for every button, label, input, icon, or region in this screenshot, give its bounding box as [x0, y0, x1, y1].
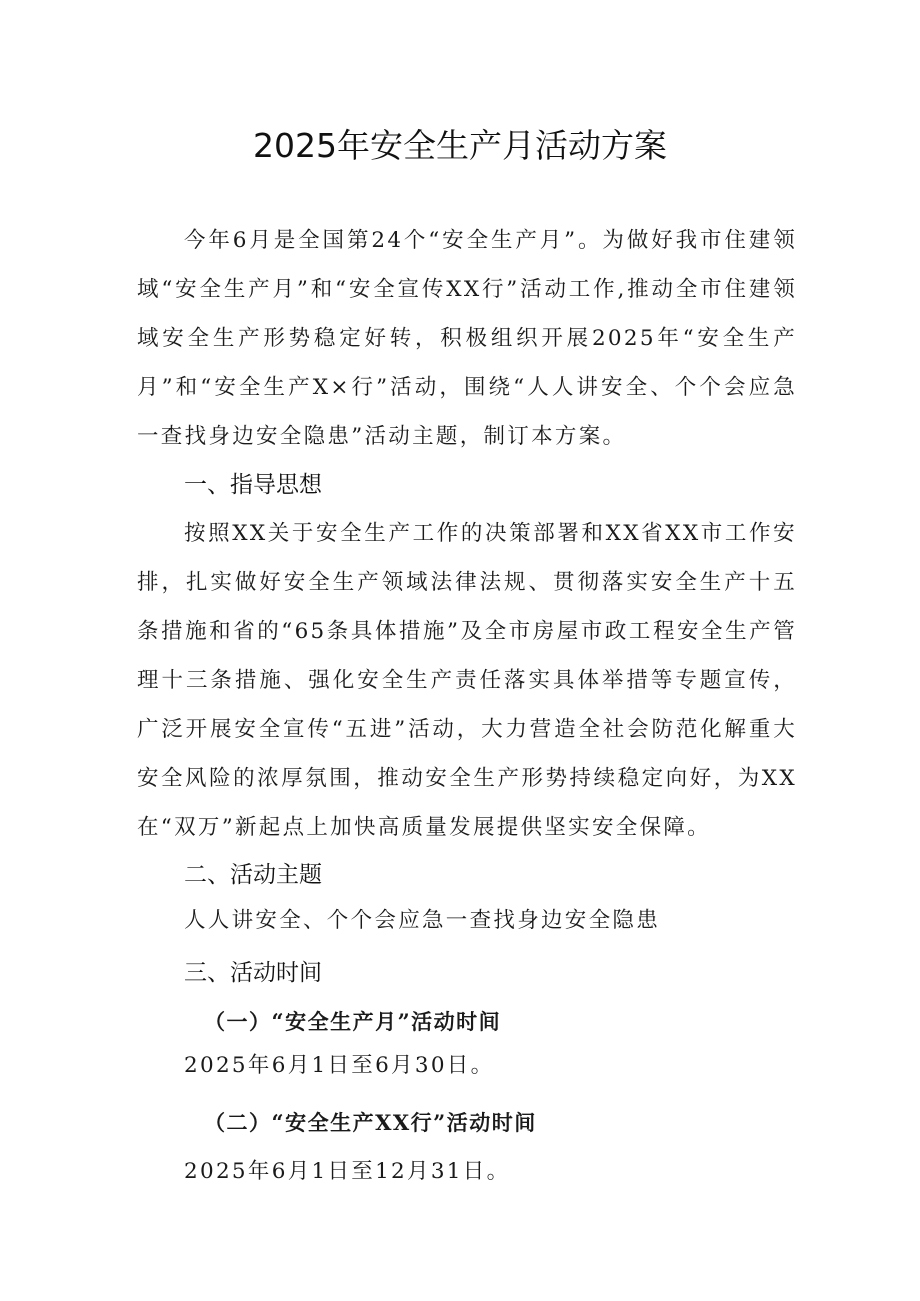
- safety-tour-date-range: 2025年6月1日至12月31日。: [184, 1159, 511, 1184]
- activity-theme-text: 人人讲安全、个个会应急一查找身边安全隐患: [184, 908, 661, 933]
- safety-month-date-range: 2025年6月1日至6月30日。: [184, 1053, 495, 1078]
- guiding-ideology-paragraph: 按照XX关于安全生产工作的决策部署和XX省XX市工作安排，扎实做好安全生产领域法律法规、贯彻落实安全生产十五条措施和省的“65条具体措施”及全市房屋市政工程安全生产管理十三条措施、强化安全生产责任落实具体举措等专题宣传，广泛开展安全宣传“五进”活动，大力营造全社会防范化解重大安全风险的浓厚氛围，推动安全生产形势持续稳定向好，为XX在“双万”新起点上加快高质量发展提供坚实安全保障。: [137, 521, 797, 840]
- section-heading-activity-time: 三、活动时间: [184, 960, 322, 986]
- subheading-safety-month-time: （一）“安全生产月”活动时间: [204, 1009, 502, 1034]
- document-title: 2025年安全生产月活动方案: [253, 126, 667, 165]
- section-heading-guiding-ideology: 一、指导思想: [184, 472, 322, 498]
- subheading-safety-tour-time: （二）“安全生产XX行”活动时间: [204, 1110, 537, 1135]
- intro-paragraph: 今年6月是全国第24个“安全生产月”。为做好我市住建领域“安全生产月”和“安全宣传XX行”活动工作,推动全市住建领域安全生产形势稳定好转，积极组织开展2025年“安全生产月”和“安全生产X×行”活动，围绕“人人讲安全、个个会应急一查找身边安全隐患”活动主题，制订本方案。: [137, 228, 798, 449]
- section-heading-activity-theme: 二、活动主题: [184, 862, 322, 888]
